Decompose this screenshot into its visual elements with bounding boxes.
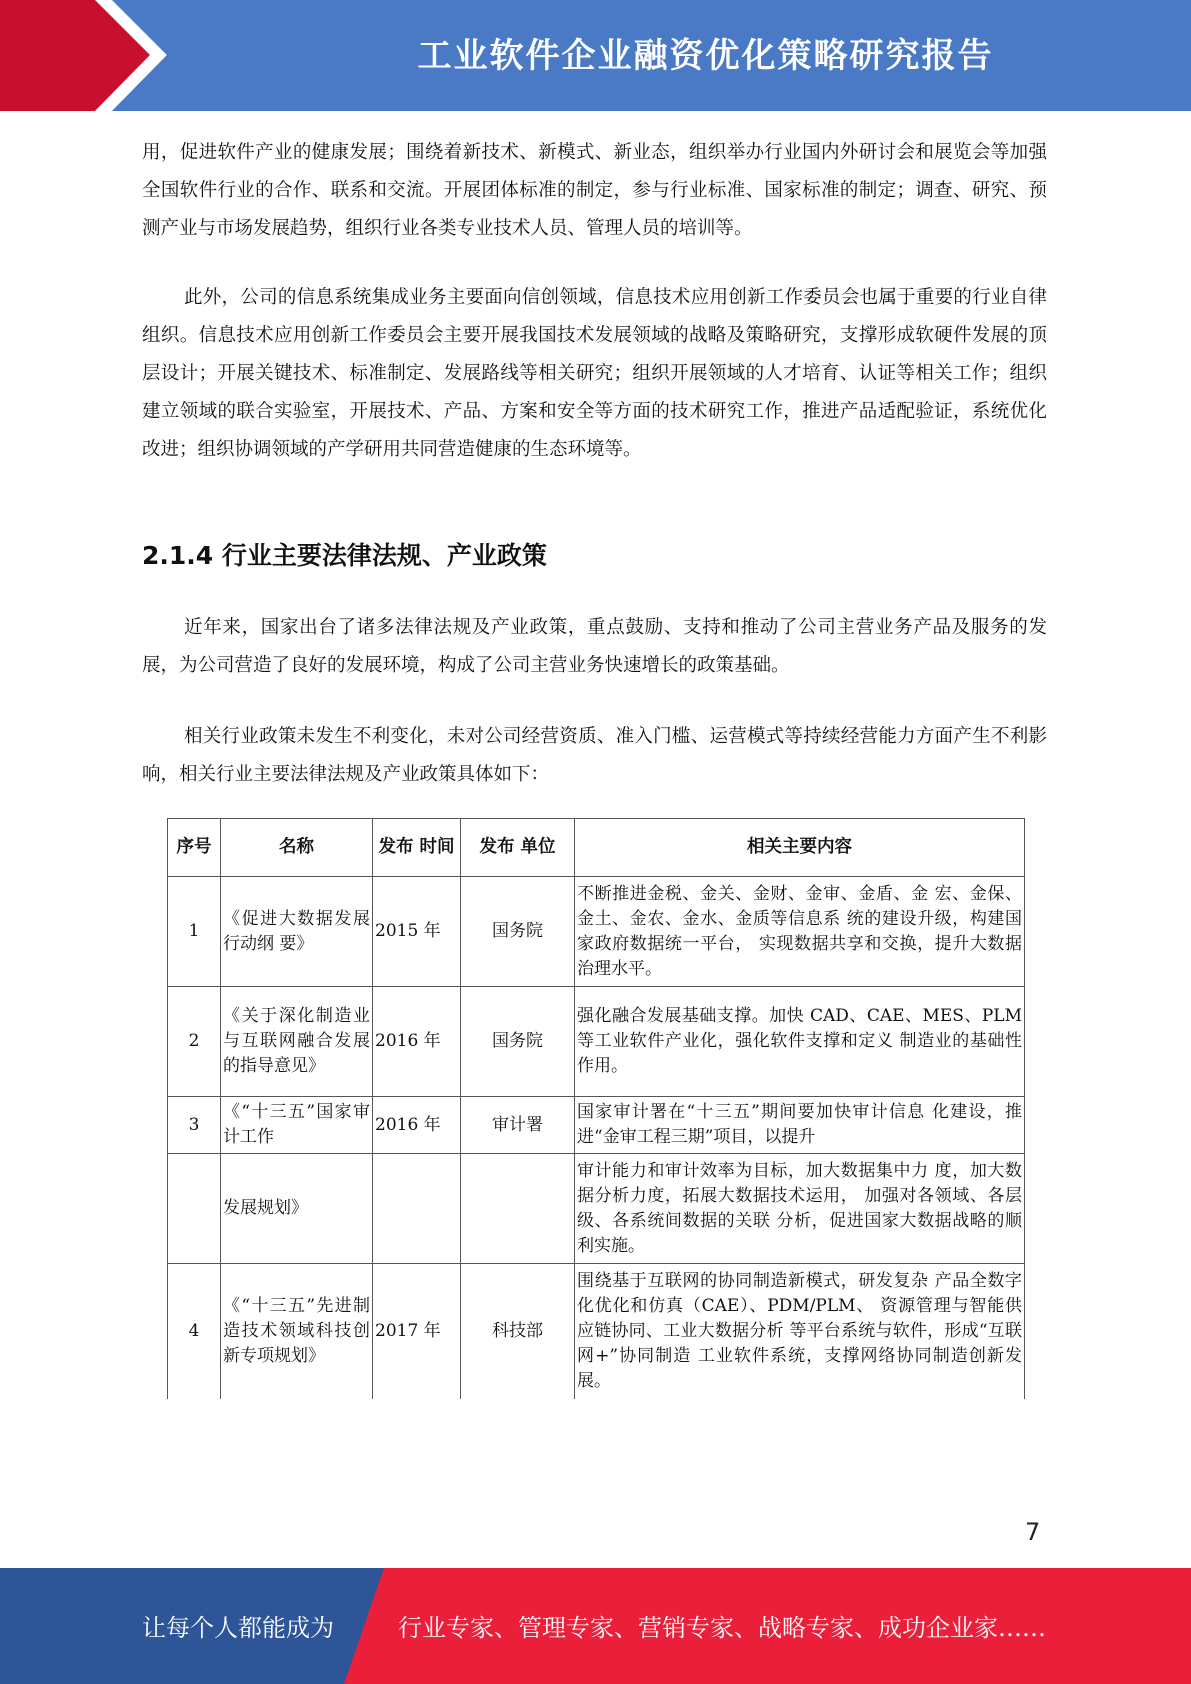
header-name: 名称 [221, 819, 373, 877]
cell-date: 2017 年 [373, 1264, 461, 1399]
section-heading: 2.1.4 行业主要法律法规、产业政策 [142, 541, 547, 570]
page-footer [0, 1568, 1191, 1684]
header-date: 发布 时间 [373, 819, 461, 877]
cell-content: 围绕基于互联网的协同制造新模式，研发复杂 产品全数字化优化和仿真（CAE）、PDM/PLM、 资源管理与智能供应链协同、工业大数据分析 等平台系统与软件，形成“互联网+”协同制造 工业软件系统，支撑网络协同制造创新发展。 [575, 1264, 1025, 1399]
paragraph-policy-intro: 近年来，国家出台了诸多法律法规及产业政策，重点鼓励、支持和推动了公司主营业务产品及服务的发展，为公司营造了良好的发展环境，构成了公司主营业务快速增长的政策基础。 [142, 617, 1047, 676]
cell-date: 2016 年 [373, 987, 461, 1097]
cell-date: 2015 年 [373, 877, 461, 987]
cell-name: 《“十三五”先进制造技术领域科技创新专项规划》 [221, 1264, 373, 1399]
cell-unit: 审计署 [461, 1097, 575, 1154]
cell-name: 发展规划》 [221, 1154, 373, 1264]
cell-seq: 3 [168, 1097, 221, 1154]
table-row [168, 1264, 1025, 1399]
cell-name: 《关于深化制造业与互联网融合发展的指导意见》 [221, 987, 373, 1097]
policy-table [167, 818, 1025, 1399]
cell-date [373, 1154, 461, 1264]
cell-seq: 1 [168, 877, 221, 987]
table-row [168, 1154, 1025, 1264]
cell-unit: 科技部 [461, 1264, 575, 1399]
header-title: 工业软件企业融资优化策略研究报告 [417, 36, 994, 76]
header-seq: 序号 [168, 819, 221, 877]
page-number: 7 [1025, 1518, 1041, 1546]
cell-date: 2016 年 [373, 1097, 461, 1154]
cell-content: 审计能力和审计效率为目标，加大数据集中力 度，加大数据分析力度，拓展大数据技术运用， 加强对各领域、各层级、各系统间数据的关联 分析，促进国家大数据战略的顺利实施。 [575, 1154, 1025, 1264]
cell-name: 《“十三五”国家审计工作 [221, 1097, 373, 1154]
table-row [168, 877, 1025, 987]
cell-seq: 2 [168, 987, 221, 1097]
cell-content: 不断推进金税、金关、金财、金审、金盾、金 宏、金保、金土、金农、金水、金质等信息系 统的建设升级，构建国家政府数据统一平台， 实现数据共享和交换，提升大数据治理水平。 [575, 877, 1025, 987]
header-content: 相关主要内容 [575, 819, 1025, 877]
table-row [168, 1097, 1025, 1154]
footer-slogan-right: 行业专家、管理专家、营销专家、战略专家、成功企业家…… [398, 1614, 1046, 1642]
cell-name: 《促进大数据发展行动纲 要》 [221, 877, 373, 987]
table-row [168, 987, 1025, 1097]
paragraph-continued: 用，促进软件产业的健康发展；围绕着新技术、新模式、新业态，组织举办行业国内外研讨会和展览会等加强全国软件行业的合作、联系和交流。开展团体标准的制定，参与行业标准、国家标准的制定；调查、研究、预测产业与市场发展趋势，组织行业各类专业技术人员、管理人员的培训等。 [142, 142, 1047, 239]
header-unit: 发布 单位 [461, 819, 575, 877]
cell-unit: 国务院 [461, 877, 575, 987]
cell-seq: 4 [168, 1264, 221, 1399]
cell-unit: 国务院 [461, 987, 575, 1097]
cell-content: 强化融合发展基础支撑。加快 CAD、CAE、MES、PLM 等工业软件产业化，强化软件支撑和定义 制造业的基础性作用。 [575, 987, 1025, 1097]
paragraph-xinchuang: 此外，公司的信息系统集成业务主要面向信创领域，信息技术应用创新工作委员会也属于重要的行业自律组织。信息技术应用创新工作委员会主要开展我国技术发展领域的战略及策略研究，支撑形成软硬件发展的顶层设计；开展关键技术、标准制定、发展路线等相关研究；组织开展领域的人才培育、认证等相关工作；组织建立领域的联合实验室，开展技术、产品、方案和安全等方面的技术研究工作，推进产品适配验证，系统优化改进；组织协调领域的产学研用共同营造健康的生态环境等。 [142, 287, 1047, 460]
paragraph-policy-list-intro: 相关行业政策未发生不利变化，未对公司经营资质、准入门槛、运营模式等持续经营能力方面产生不利影响，相关行业主要法律法规及产业政策具体如下： [142, 726, 1047, 785]
cell-seq [168, 1154, 221, 1264]
table-header-row [168, 819, 1025, 877]
footer-slogan-left: 让每个人都能成为 [142, 1614, 334, 1642]
page-header [0, 0, 1191, 111]
cell-content: 国家审计署在“十三五”期间要加快审计信息 化建设，推进“金审工程三期”项目，以提升 [575, 1097, 1025, 1154]
cell-unit [461, 1154, 575, 1264]
